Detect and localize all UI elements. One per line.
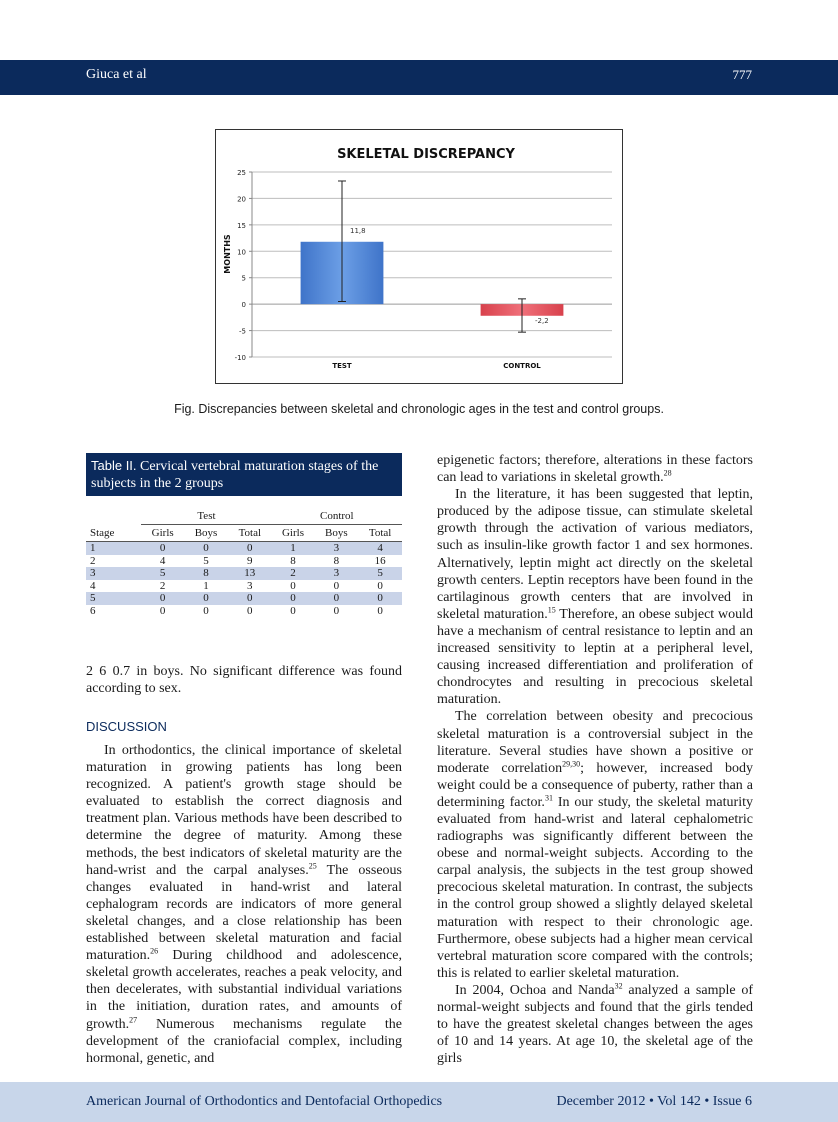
table-cell: 0: [141, 592, 184, 605]
table-cell: 0: [228, 542, 272, 555]
table-cell: 4: [90, 579, 96, 592]
right-column-text: [437, 452, 753, 1067]
table-cell: 0: [228, 592, 272, 605]
skeletal-discrepancy-chart: [216, 130, 622, 383]
header-author: Giuca et al: [86, 67, 147, 82]
y-tick-label: 20: [237, 195, 246, 204]
data-label: 11,8: [350, 226, 366, 235]
discussion-text: Numerous mechanisms regulate the development of the craniofacial complex, including hormonal, genetic, and: [86, 1016, 402, 1066]
running-footer: [0, 1082, 838, 1122]
footer-issue: December 2012 • Vol 142 • Issue 6: [556, 1094, 752, 1109]
table-row: [86, 555, 402, 568]
table-cell: 16: [374, 554, 386, 567]
y-tick-label: 15: [237, 221, 246, 230]
left-intro-paragraph: [86, 663, 402, 697]
table-row: [86, 567, 402, 580]
table-cell: 2: [159, 579, 166, 592]
table-label: Table II.: [91, 458, 137, 473]
table-cell: 8: [184, 567, 228, 580]
x-category-label: TEST: [332, 362, 352, 370]
y-tick-label: -10: [234, 354, 246, 362]
x-category-label: CONTROL: [503, 362, 541, 370]
footer-journal: American Journal of Orthodontics and Dentofacial Orthopedics: [86, 1094, 443, 1109]
citation: 32: [614, 981, 623, 991]
figure-caption: Fig. Discrepancies between skeletal and chronologic ages in the test and control groups.: [174, 402, 664, 416]
body-text: In our study, the skeletal maturity evaluated from hand-wrist and lateral cephalometric radiographs was significantly different between the obese and normal-weight subjects. According to the carpal analysis, the subjects in the test group showed precocious skeletal maturation. In contrast, the subjects in the control group showed a slightly delayed skeletal maturation with respect to their chronologic age. Furthermore, obese subjects had a higher mean cervical vertebral maturation score compared with the controls; this is related to earlier skeletal maturation.: [437, 794, 753, 981]
group-header-test: Test: [141, 508, 271, 525]
table-cell: 3: [314, 567, 358, 580]
discussion-text: The osseous changes evaluated in hand-wrist and lateral cephalogram records are indicators of more general skeletal changes, and a close relationship has been established between skeletal maturation and facial maturation.: [86, 862, 402, 964]
citation: 28: [663, 468, 672, 478]
discussion-text: In orthodontics, the clinical importance of skeletal maturation in growing patients has long been recognized. A patient's growth stage should be evaluated to establish the correct diagnosis and treatment plan. Various methods have been described to determine the degree of maturity. Among these methods, the best indicators of skeletal maturity are the hand-wrist and the carpal analyses.: [86, 743, 402, 878]
table-row: [86, 592, 402, 605]
running-header: [0, 60, 838, 95]
table-cell: 0: [290, 604, 296, 617]
table-cell: 5: [203, 554, 209, 567]
table-cell: 5: [141, 567, 184, 580]
column-header: Stage: [86, 525, 141, 542]
table-cell: 8: [290, 554, 296, 567]
table-cell: 0: [203, 604, 209, 617]
maturation-table: [86, 508, 402, 617]
table-title: [86, 453, 402, 496]
column-header: Total: [358, 525, 402, 542]
table-cell: 0: [247, 604, 253, 617]
body-text: The correlation between obesity and precocious skeletal maturation is a controversial subject in the literature. Several studies have shown a positive or moderate correlation: [437, 709, 753, 776]
citation: 15: [547, 605, 556, 615]
table-cell: 2: [90, 554, 96, 567]
table-cell: 2: [272, 567, 315, 580]
table-row: [86, 580, 402, 593]
table-caption: Cervical vertebral maturation stages of the subjects in the 2 groups: [91, 459, 379, 491]
table-cell: 8: [333, 554, 340, 567]
table-cell: 1: [203, 579, 209, 592]
body-text: ; however, increased body weight could be a consequence of puberty, rather than a determining factor.: [437, 760, 754, 810]
citation: 26: [150, 946, 159, 956]
table-cell: 3: [314, 542, 358, 555]
table-row: [86, 542, 402, 555]
table-cell: 0: [272, 592, 315, 605]
body-text: analyzed a sample of normal-weight subjects and found that the girls tended to have the greatest skeletal changes between the ages of 10 and 14 years. At age 10, the skeletal age of the girls: [437, 982, 754, 1067]
table-cell: 1: [86, 542, 141, 555]
table-cell: 0: [184, 542, 228, 555]
citation: 25: [308, 861, 317, 870]
table-cell: 0: [333, 579, 340, 592]
column-header: Total: [228, 525, 272, 542]
group-header-control: Control: [272, 508, 402, 525]
discussion-text: During childhood and adolescence, skeletal growth accelerates, reaches a peak velocity, and then decelerates, with substantial individual variations in the initiation, duration rates, and amounts of growth.: [86, 948, 402, 1032]
chart-title: SKELETAL DISCREPANCY: [337, 147, 515, 162]
table-cell: 13: [228, 567, 272, 580]
y-axis-label: MONTHS: [223, 234, 232, 274]
table-cell: 0: [290, 579, 296, 592]
table-cell: 0: [377, 604, 383, 617]
table-cell: 0: [333, 604, 340, 617]
table-cell: 6: [90, 604, 96, 617]
discussion-paragraph: [86, 742, 402, 1067]
table-row: [86, 605, 402, 618]
y-tick-label: 25: [237, 169, 246, 177]
body-text: In 2004, Ochoa and Nanda: [455, 982, 615, 998]
column-header: Girls: [272, 525, 315, 542]
y-tick-label: 5: [241, 274, 246, 283]
citation: 31: [544, 793, 553, 803]
body-text: In the literature, it has been suggested that leptin, produced by the adipose tissue, can stimulate skeletal growth through the activation of various mediators, such as insulin-like growth factor 1 and sex hormones. Alternatively, leptin might act directly on the skeletal growth centers. Leptin receptors have been found in the cartilaginous growth centers that are involved in skeletal maturation.: [437, 487, 753, 622]
table-cell: 5: [86, 592, 141, 605]
citation: 27: [129, 1014, 138, 1024]
table-cell: 0: [314, 592, 358, 605]
table-cell: 1: [272, 542, 315, 555]
table-cell: 3: [86, 567, 141, 580]
table-cell: 4: [358, 542, 402, 555]
table-cell: 0: [377, 579, 383, 592]
table-cell: 4: [159, 554, 166, 567]
table-cell: 9: [247, 554, 253, 567]
y-tick-label: 10: [237, 248, 246, 257]
table-cell: 0: [184, 592, 228, 605]
body-text: Therefore, an obese subject would have a mechanism of central resistance to leptin and an increased sensitivity to leptin at a peripheral level, causing increased differentiation and proliferation of chondrocytes and resulting in precocious skeletal maturation.: [437, 606, 753, 708]
y-tick-label: -5: [239, 327, 246, 336]
table-cell: 3: [247, 579, 253, 592]
header-page-number: 777: [732, 67, 752, 82]
column-header: Boys: [314, 525, 358, 542]
table-cell: 0: [159, 604, 166, 617]
table-cell: 0: [141, 542, 184, 555]
y-tick-label: 0: [241, 301, 246, 310]
data-label: -2,2: [535, 316, 549, 325]
column-header: Boys: [184, 525, 228, 542]
column-header: Girls: [141, 525, 184, 542]
chart-figure: [215, 129, 623, 384]
discussion-heading: DISCUSSION: [86, 719, 167, 734]
body-text: epigenetic factors; therefore, alterations in these factors can lead to variations in skeletal growth.: [437, 453, 753, 486]
citation: 29,30: [562, 759, 581, 769]
table-ii: [86, 453, 402, 617]
table-cell: 0: [358, 592, 402, 605]
intro-text: 2 6 0.7 in boys. No significant difference was found according to sex.: [86, 664, 402, 697]
table-cell: 5: [358, 567, 402, 580]
